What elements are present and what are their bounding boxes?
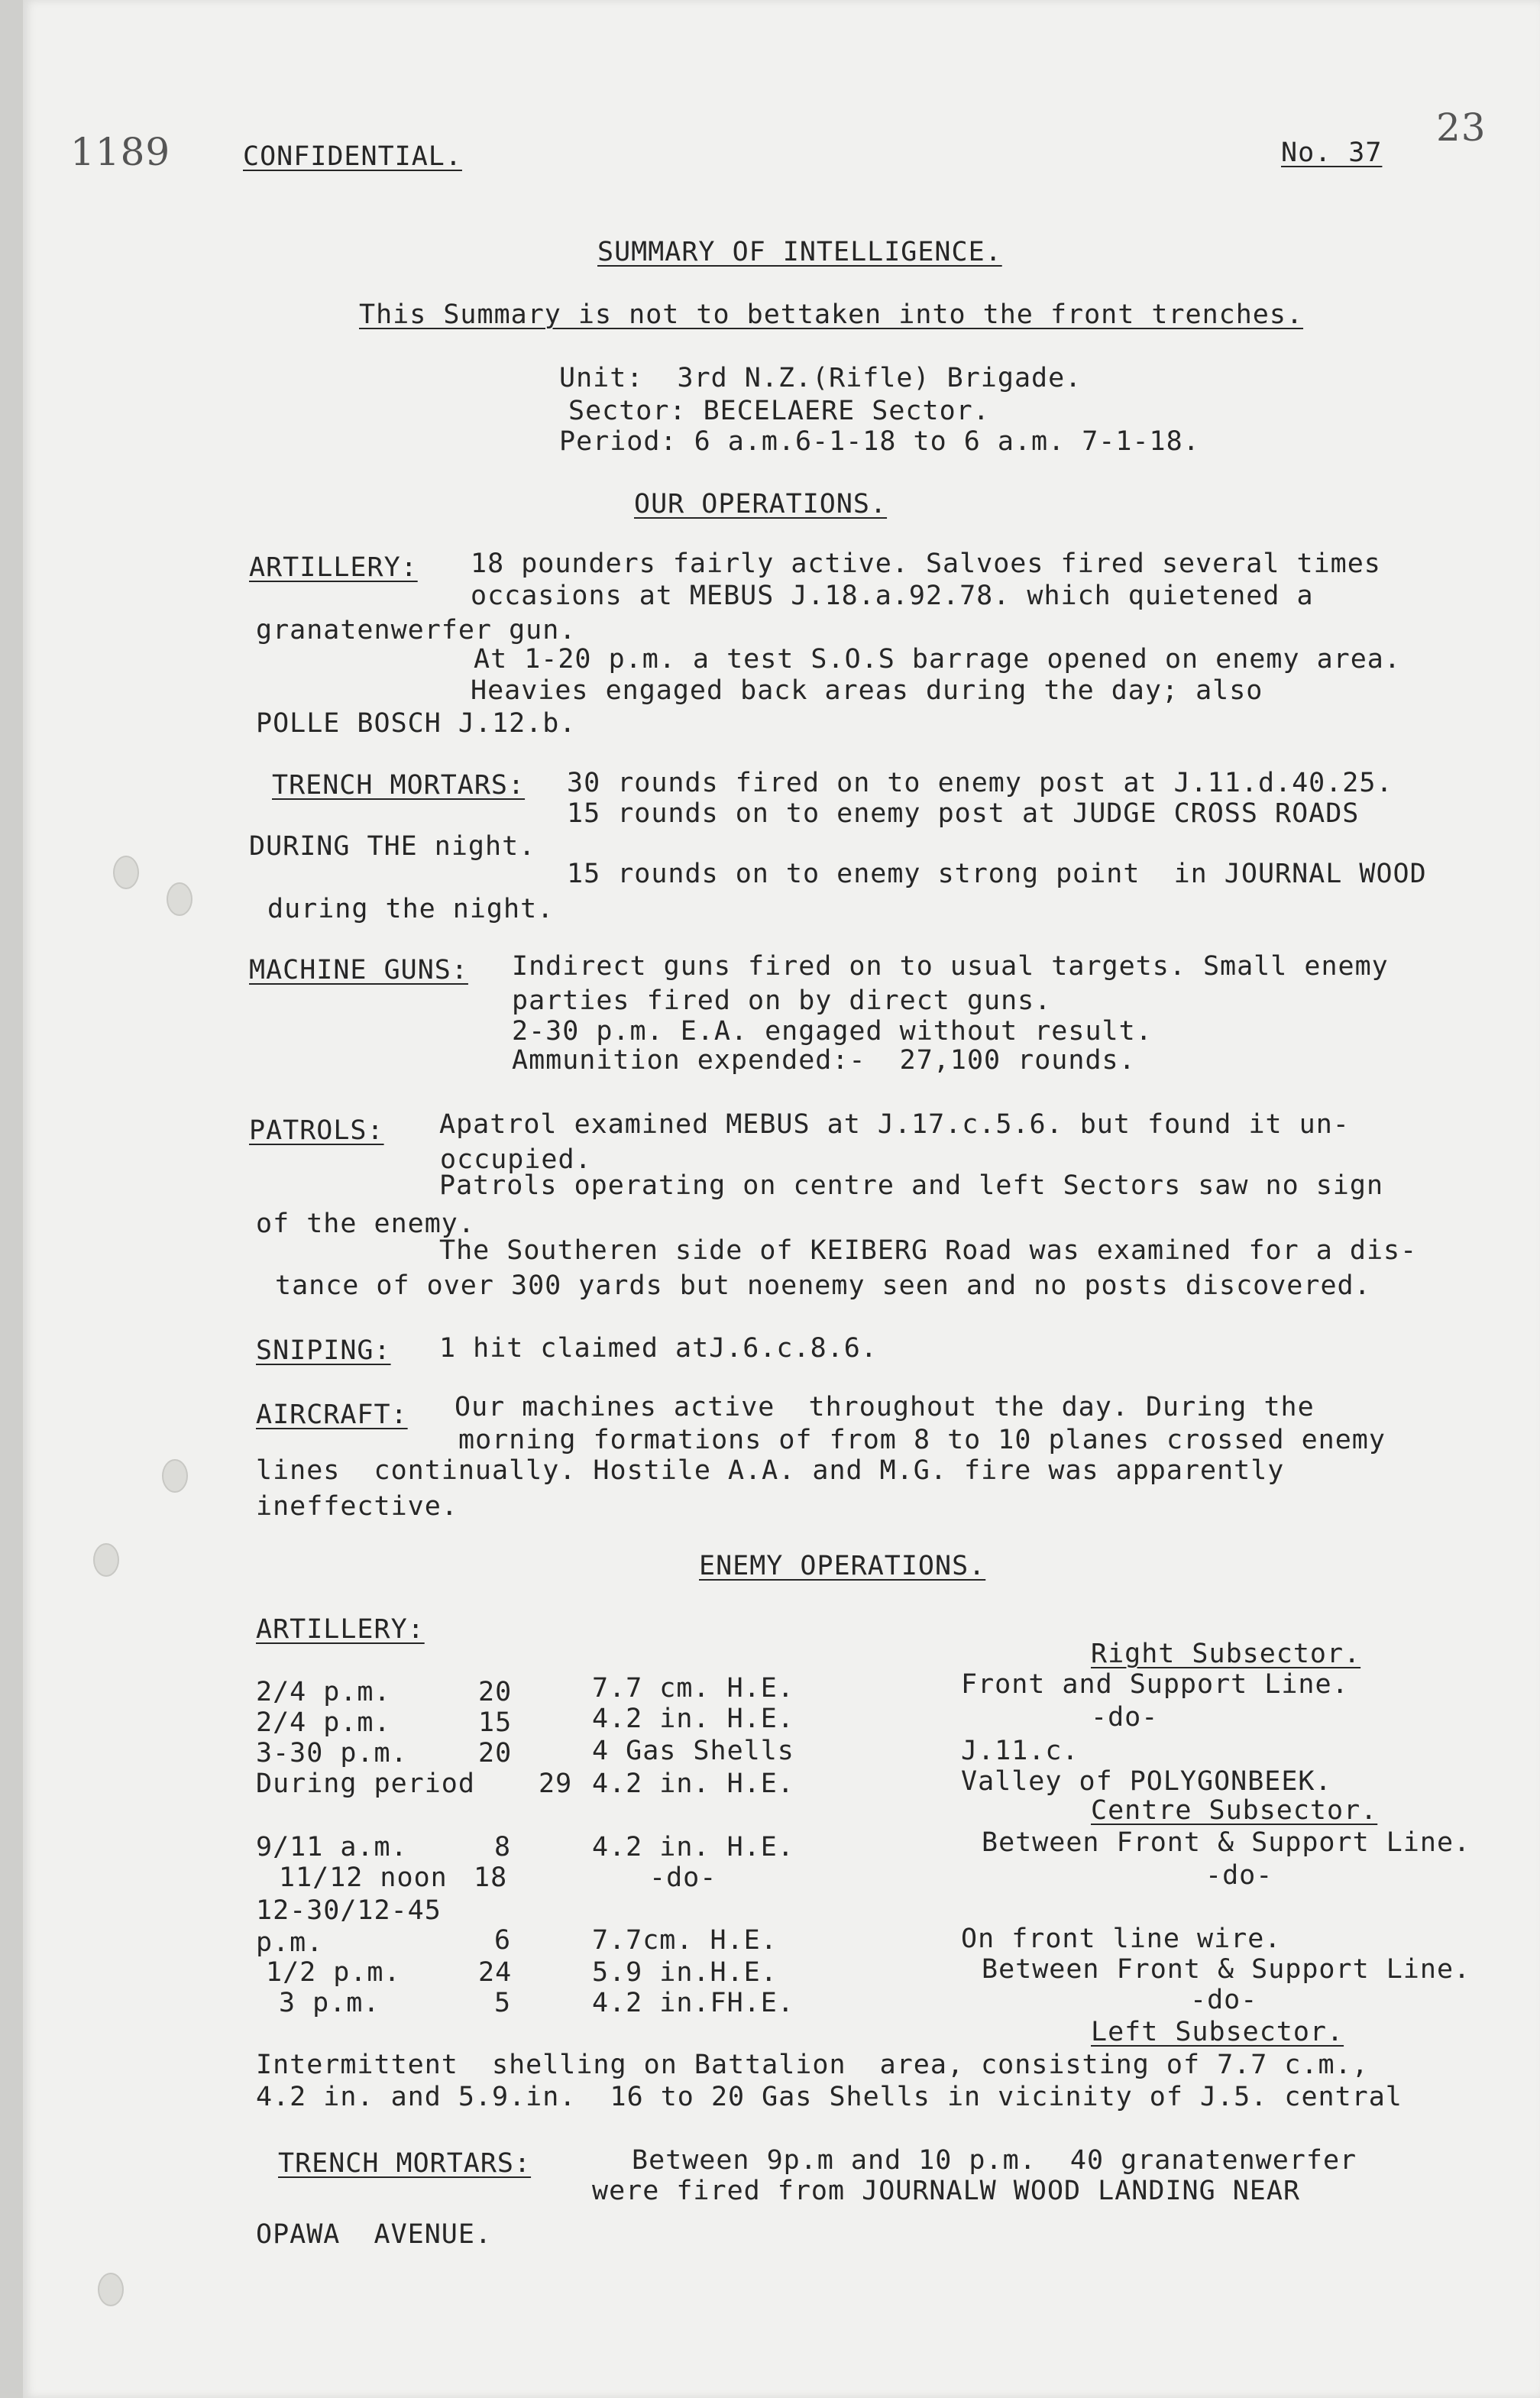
trench-mortars-line: 15 rounds on to enemy strong point in JOURNAL WOOD <box>567 859 1427 889</box>
shelling-time: During period <box>256 1769 475 1799</box>
centre-subsector-heading: Centre Subsector. <box>1091 1795 1378 1826</box>
period-line: Period: 6 a.m.6-1-18 to 6 a.m. 7-1-18. <box>559 426 1200 457</box>
shelling-target: Front and Support Line. <box>961 1669 1349 1700</box>
shelling-time: 3-30 p.m. <box>256 1738 408 1769</box>
aircraft-line: Our machines active throughout the day. During the <box>455 1392 1315 1422</box>
machine-guns-line: 2-30 p.m. E.A. engaged without result. <box>512 1016 1153 1047</box>
classification: CONFIDENTIAL. <box>243 141 462 172</box>
punch-hole <box>162 1459 188 1493</box>
machine-guns-label: MACHINE GUNS: <box>249 955 468 985</box>
punch-hole <box>113 856 139 889</box>
shelling-time: 2/4 p.m. <box>256 1707 391 1738</box>
aircraft-line: lines continually. Hostile A.A. and M.G. fire was apparently <box>256 1455 1285 1486</box>
file-number: 1189 <box>70 130 171 174</box>
shelling-type: 4.2 in.FH.E. <box>592 1988 794 2018</box>
shelling-count: 6 <box>494 1925 512 1956</box>
patrols-line: of the enemy. <box>256 1209 475 1239</box>
enemy-trench-mortars-line: were fired from JOURNALW WOOD LANDING NEAR <box>592 2176 1301 2206</box>
summary-number: No. 37 <box>1281 138 1383 168</box>
patrols-label: PATROLS: <box>249 1115 384 1146</box>
artillery-line: Heavies engaged back areas during the day; also <box>471 675 1263 706</box>
artillery-line: granatenwerfer gun. <box>256 615 577 646</box>
patrols-line: Apatrol examined MEBUS at J.17.c.5.6. but found it un- <box>439 1109 1350 1140</box>
document-title: SUMMARY OF INTELLIGENCE. <box>597 237 1002 267</box>
shelling-count: 5 <box>494 1988 512 2018</box>
trench-mortars-line: 15 rounds on to enemy post at JUDGE CROSS ROADS <box>567 798 1360 829</box>
artillery-line: 18 pounders fairly active. Salvoes fired several times <box>471 549 1381 579</box>
shelling-time: 11/12 noon <box>279 1862 448 1893</box>
enemy-operations-heading: ENEMY OPERATIONS. <box>699 1551 986 1581</box>
patrols-line: occupied. <box>440 1144 592 1175</box>
shelling-target: Between Front & Support Line. <box>982 1954 1471 1985</box>
left-subsector-heading: Left Subsector. <box>1091 2017 1344 2047</box>
shelling-type: 4.2 in. H.E. <box>592 1769 794 1799</box>
shelling-type: -do- <box>649 1862 717 1893</box>
enemy-artillery-label: ARTILLERY: <box>256 1614 425 1645</box>
patrols-line: tance of over 300 yards but noenemy seen and no posts discovered. <box>275 1270 1371 1301</box>
folio-number: 23 <box>1436 105 1487 150</box>
shelling-target: -do- <box>1190 1985 1258 2015</box>
left-subsector-line: Intermittent shelling on Battalion area, consisting of 7.7 c.m., <box>256 2050 1369 2080</box>
shelling-type: 4.2 in. H.E. <box>592 1704 794 1734</box>
shelling-type: 7.7cm. H.E. <box>592 1925 778 1956</box>
shelling-count: 18 <box>474 1862 508 1893</box>
aircraft-line: morning formations of from 8 to 10 planes crossed enemy <box>458 1425 1386 1455</box>
shelling-target: On front line wire. <box>961 1924 1282 1954</box>
shelling-type: 4.2 in. H.E. <box>592 1832 794 1862</box>
machine-guns-line: Indirect guns fired on to usual targets. Small enemy <box>512 951 1389 982</box>
patrols-line: Patrols operating on centre and left Sectors saw no sign <box>439 1170 1384 1201</box>
punch-hole <box>167 882 192 916</box>
shelling-type: 7.7 cm. H.E. <box>592 1673 794 1704</box>
shelling-target: Valley of POLYGONBEEK. <box>961 1766 1332 1797</box>
sector-line: Sector: BECELAERE Sector. <box>568 396 990 426</box>
shelling-target: -do- <box>1091 1702 1159 1733</box>
left-subsector-line: 4.2 in. and 5.9.in. 16 to 20 Gas Shells in vicinity of J.5. central <box>256 2082 1402 2112</box>
shelling-count: 8 <box>494 1832 512 1862</box>
our-operations-heading: OUR OPERATIONS. <box>634 489 888 519</box>
shelling-target: J.11.c. <box>961 1736 1079 1766</box>
machine-guns-line: parties fired on by direct guns. <box>512 985 1052 1016</box>
enemy-trench-mortars-label: TRENCH MORTARS: <box>278 2148 532 2179</box>
shelling-count: 29 <box>539 1769 573 1799</box>
enemy-trench-mortars-line: Between 9p.m and 10 p.m. 40 granatenwerfer <box>632 2145 1357 2176</box>
enemy-trench-mortars-line: OPAWA AVENUE. <box>256 2219 493 2250</box>
aircraft-label: AIRCRAFT: <box>256 1400 408 1430</box>
shelling-count: 24 <box>478 1957 513 1988</box>
artillery-label: ARTILLERY: <box>249 552 418 583</box>
shelling-count: 20 <box>478 1738 513 1769</box>
document-page <box>23 0 1540 2398</box>
shelling-type: 5.9 in.H.E. <box>592 1957 778 1988</box>
sniping-line: 1 hit claimed atJ.6.c.8.6. <box>439 1333 878 1364</box>
artillery-line: POLLE BOSCH J.12.b. <box>256 708 577 739</box>
shelling-target: Between Front & Support Line. <box>982 1827 1471 1858</box>
punch-hole <box>93 1543 119 1577</box>
artillery-line: At 1-20 p.m. a test S.O.S barrage opened on enemy area. <box>474 644 1401 675</box>
trench-mortars-line: DURING THE night. <box>249 831 536 862</box>
shelling-time: 1/2 p.m. <box>266 1957 401 1988</box>
shelling-time: 3 p.m. <box>279 1988 380 2018</box>
artillery-line: occasions at MEBUS J.18.a.92.78. which quietened a <box>471 581 1314 611</box>
shelling-type: 4 Gas Shells <box>592 1736 794 1766</box>
unit-line: Unit: 3rd N.Z.(Rifle) Brigade. <box>559 363 1082 393</box>
shelling-count: 20 <box>478 1677 513 1707</box>
punch-hole <box>98 2273 124 2306</box>
shelling-time: 2/4 p.m. <box>256 1677 391 1707</box>
patrols-line: The Southeren side of KEIBERG Road was examined for a dis- <box>439 1235 1418 1266</box>
aircraft-line: ineffective. <box>256 1491 458 1522</box>
sniping-label: SNIPING: <box>256 1335 391 1366</box>
shelling-count: 15 <box>478 1707 513 1738</box>
trench-mortars-line: 30 rounds fired on to enemy post at J.11.d.40.25. <box>567 768 1393 798</box>
shelling-time: 12-30/12-45 p.m. <box>256 1895 442 1958</box>
machine-guns-line: Ammunition expended:- 27,100 rounds. <box>512 1045 1136 1076</box>
trench-mortars-label: TRENCH MORTARS: <box>272 770 526 801</box>
shelling-target: -do- <box>1205 1860 1273 1891</box>
trench-mortars-line: during the night. <box>267 894 555 924</box>
shelling-time: 9/11 a.m. <box>256 1832 408 1862</box>
notice-line: This Summary is not to bettaken into the front trenches. <box>359 299 1304 330</box>
right-subsector-heading: Right Subsector. <box>1091 1639 1361 1669</box>
